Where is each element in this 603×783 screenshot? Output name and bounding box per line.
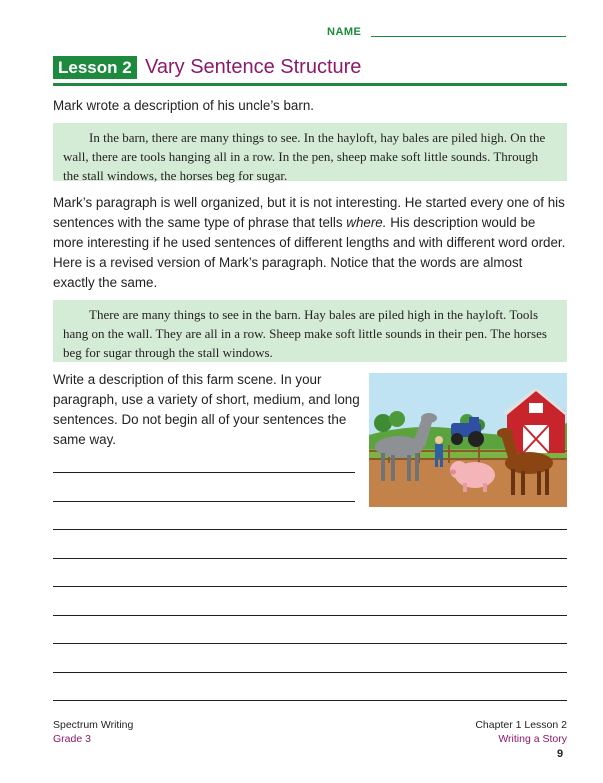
original-paragraph-box [53, 123, 567, 181]
footer-right [475, 718, 567, 746]
lesson-title: Vary Sentence Structure [145, 56, 362, 78]
name-line[interactable] [371, 36, 566, 37]
chapter-label: Chapter 1 Lesson 2 [475, 719, 567, 731]
name-label: NAME [327, 26, 362, 38]
farm-scene-illustration [369, 373, 567, 507]
writing-line[interactable] [53, 501, 355, 502]
book-title: Spectrum Writing [53, 719, 134, 731]
grade-label: Grade 3 [53, 733, 91, 745]
writing-line[interactable] [53, 700, 567, 701]
writing-line[interactable] [53, 643, 567, 644]
page-number: 9 [557, 748, 564, 760]
lesson-header [53, 56, 567, 80]
writing-line[interactable] [53, 472, 355, 473]
writing-line[interactable] [53, 586, 567, 587]
title-rule [53, 83, 567, 86]
writing-line[interactable] [53, 529, 567, 530]
writing-line[interactable] [53, 558, 567, 559]
explanation-before: Mark’s paragraph is well organized, but it is not interesting. He started every one of his sentences with the same type of phrase that tells [53, 195, 565, 230]
footer-left [53, 718, 133, 746]
writing-prompt: Write a description of this farm scene. In your paragraph, use a variety of short, medium, and long sentences. Do not begin all of your sentences the same way. [53, 372, 360, 447]
explanation-after: His description would be more interesting if he used sentences of different lengths and with different word order. Here is a revised version of Mark’s paragraph. Notice that the words are almost exactly the same. [53, 215, 566, 290]
writing-line[interactable] [53, 615, 567, 616]
writing-line[interactable] [53, 672, 567, 673]
original-paragraph: In the barn, there are many things to see. In the hayloft, hay bales are piled high. On the wall, there are tools hanging all in a row. In the pen, sheep make soft little sounds. Through the stall windows, the horses beg for sugar. [63, 130, 546, 183]
revised-paragraph-box [53, 300, 567, 362]
explanation-emphasis: where. [346, 215, 387, 230]
lesson-badge: Lesson 2 [53, 56, 137, 79]
chapter-title: Writing a Story [498, 733, 567, 745]
name-field [327, 26, 566, 40]
explanation-text [53, 193, 567, 293]
intro-text: Mark wrote a description of his uncle’s barn. [53, 98, 314, 113]
revised-paragraph: There are many things to see in the barn. Hay bales are piled high in the hayloft. Tools hang on the wall. They are all in a row. Sheep make soft little sounds in their pen. The horses beg for sugar through the stall windows. [63, 307, 547, 360]
